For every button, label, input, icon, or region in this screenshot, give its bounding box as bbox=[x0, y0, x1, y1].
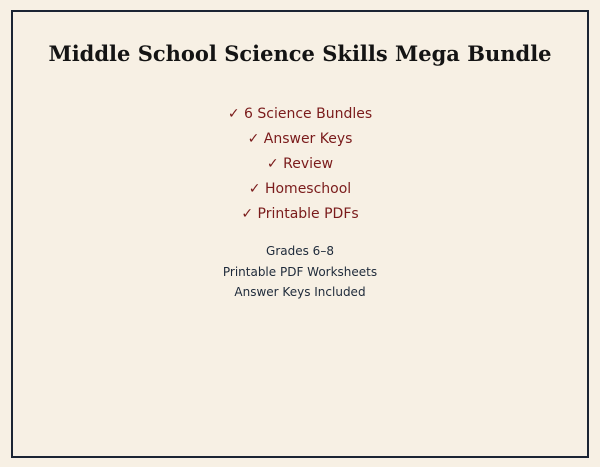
feature-item-printable-pdfs: ✓ Printable PDFs bbox=[241, 206, 359, 222]
product-title: Middle School Science Skills Mega Bundle bbox=[48, 41, 552, 66]
product-card bbox=[11, 10, 589, 458]
product-details bbox=[13, 241, 587, 303]
answer-keys-note: Answer Keys Included bbox=[234, 285, 366, 299]
format-info: Printable PDF Worksheets bbox=[222, 264, 378, 279]
feature-item-review: ✓ Review bbox=[266, 156, 334, 172]
feature-list bbox=[13, 102, 587, 227]
feature-item-answer-keys: ✓ Answer Keys bbox=[247, 131, 353, 147]
feature-item-science-bundles: ✓ 6 Science Bundles bbox=[227, 106, 373, 122]
grade-range: Grades 6–8 bbox=[266, 244, 334, 258]
feature-item-homeschool: ✓ Homeschool bbox=[248, 181, 352, 197]
